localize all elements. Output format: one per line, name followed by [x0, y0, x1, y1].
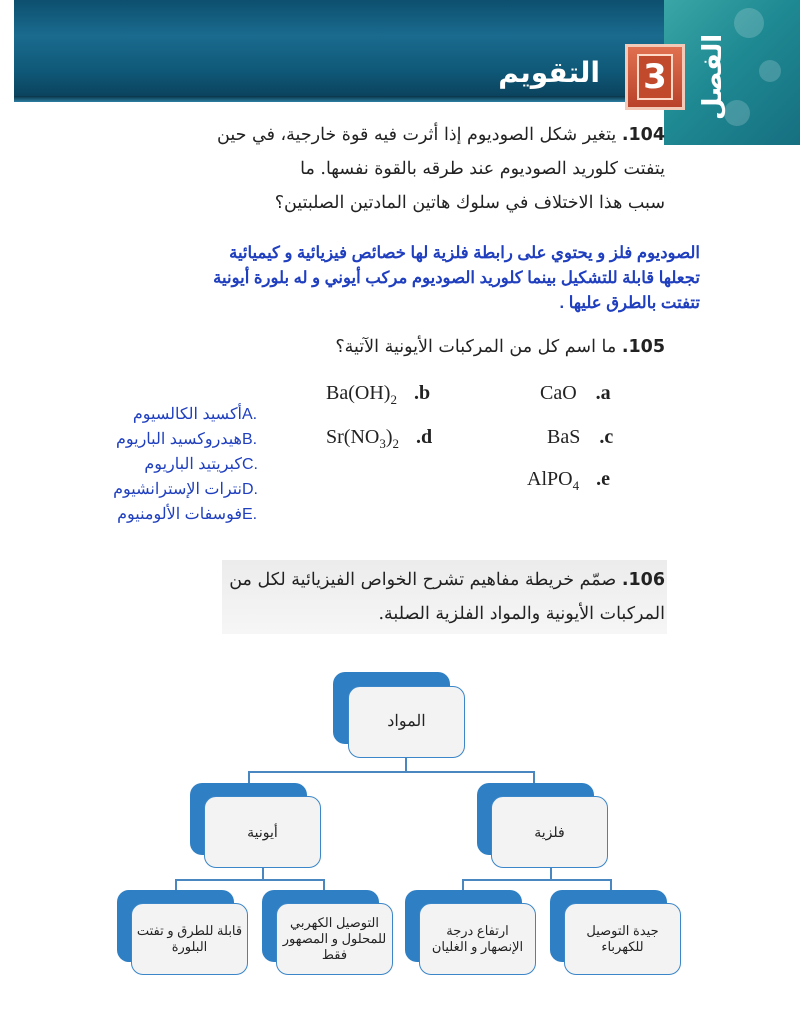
- formula-item-a: [540, 382, 611, 405]
- question-number: 105.: [621, 337, 665, 357]
- molecule-icon: [759, 60, 781, 82]
- question-text: صمّم خريطة مفاهيم تشرح الخواص الفيزيائية لكل من: [229, 570, 617, 590]
- question-104-line: يتفتت كلوريد الصوديوم عند طرقه بالقوة نفسها. ما: [300, 159, 665, 179]
- subscript: 4: [572, 478, 580, 493]
- concept-ionic-leaf-1: قابلة للطرق و تفتت البلورة: [131, 903, 248, 975]
- chapter-number-badge: [625, 44, 685, 110]
- concept-ionic: أيونية: [204, 796, 321, 868]
- formula: ): [385, 426, 393, 448]
- answer-letter: A.: [242, 406, 258, 423]
- question-105: [105, 330, 665, 364]
- question-104: [105, 118, 665, 220]
- answer-item: [80, 427, 280, 452]
- question-text: يتغير شكل الصوديوم إذا أثرت فيه قوة خارجية، في حين: [217, 125, 617, 145]
- answer-item: [80, 502, 280, 527]
- section-title: التقويم: [498, 56, 600, 89]
- answer-name: فوسفات الألومنيوم: [117, 506, 242, 523]
- subscript: 2: [390, 392, 397, 407]
- concept-ionic-leaf-2: التوصيل الكهربي للمحلول و المصهور فقط: [276, 903, 393, 975]
- answer-item: [80, 452, 280, 477]
- answer-name: هيدروكسيد الباريوم: [115, 431, 242, 448]
- formula-item-c: [547, 426, 613, 449]
- answer-name: أكسيد الكالسيوم: [132, 406, 242, 423]
- formula: Ba(OH): [326, 382, 391, 404]
- concept-metallic-leaf-1: ارتفاع درجة الإنصهار و الغليان: [419, 903, 536, 975]
- formula: BaS: [547, 426, 581, 448]
- answer-104: [105, 241, 700, 316]
- formula-item-d: [326, 426, 432, 452]
- question-106-line: المركبات الأيونية والمواد الفلزية الصلبة.: [378, 604, 665, 624]
- chapter-number: 3: [637, 54, 673, 100]
- question-number: 106.: [621, 570, 665, 590]
- answer-letter: D.: [242, 481, 258, 498]
- question-106-line: [145, 563, 665, 597]
- formula-item-b: [326, 382, 430, 408]
- item-letter: .e: [596, 468, 610, 490]
- concept-metallic: فلزية: [491, 796, 608, 868]
- answer-letter: E.: [242, 506, 258, 523]
- answers-105: [80, 402, 280, 527]
- question-104-line: [105, 118, 665, 152]
- answer-item: [80, 402, 280, 427]
- answer-line: تجعلها قابلة للتشكيل بينما كلوريد الصوديوم مركب أيوني و له بلورة أيونية: [213, 269, 700, 287]
- formula-item-e: [527, 468, 610, 494]
- question-text: ما اسم كل من المركبات الأيونية الآتية؟: [335, 337, 617, 357]
- formula: CaO: [540, 382, 577, 404]
- connector-line: [175, 879, 325, 881]
- connector-line: [405, 758, 407, 772]
- answer-name: كبريتيد الباريوم: [144, 456, 242, 473]
- answer-letter: C.: [242, 456, 258, 473]
- item-letter: .b: [413, 382, 431, 404]
- item-letter: .a: [595, 382, 611, 404]
- question-104-line: سبب هذا الاختلاف في سلوك هاتين المادتين الصلبتين؟: [274, 193, 665, 213]
- answer-line: الصوديوم فلز و يحتوي على رابطة فلزية لها خصائص فيزيائية و كيميائية: [229, 244, 700, 262]
- question-number: 104.: [621, 125, 665, 145]
- answer-item: [80, 477, 280, 502]
- answer-line: تتفتت بالطرق عليها .: [559, 294, 700, 312]
- item-letter: .d: [416, 426, 433, 448]
- subscript: 2: [392, 436, 400, 451]
- concept-metallic-leaf-2: جيدة التوصيل للكهرباء: [564, 903, 681, 975]
- connector-line: [248, 771, 535, 773]
- question-106: [145, 563, 665, 631]
- concept-root: المواد: [348, 686, 465, 758]
- molecule-icon: [734, 8, 764, 38]
- formula: AlPO: [527, 468, 573, 490]
- chapter-label: الفصل: [698, 33, 728, 120]
- formula: Sr(NO: [326, 426, 380, 448]
- subscript: 3: [379, 436, 386, 451]
- connector-line: [462, 879, 612, 881]
- answer-letter: B.: [242, 431, 258, 448]
- header-divider: [14, 96, 664, 102]
- answer-name: نترات الإسترانشيوم: [113, 481, 242, 498]
- item-letter: .c: [599, 426, 614, 448]
